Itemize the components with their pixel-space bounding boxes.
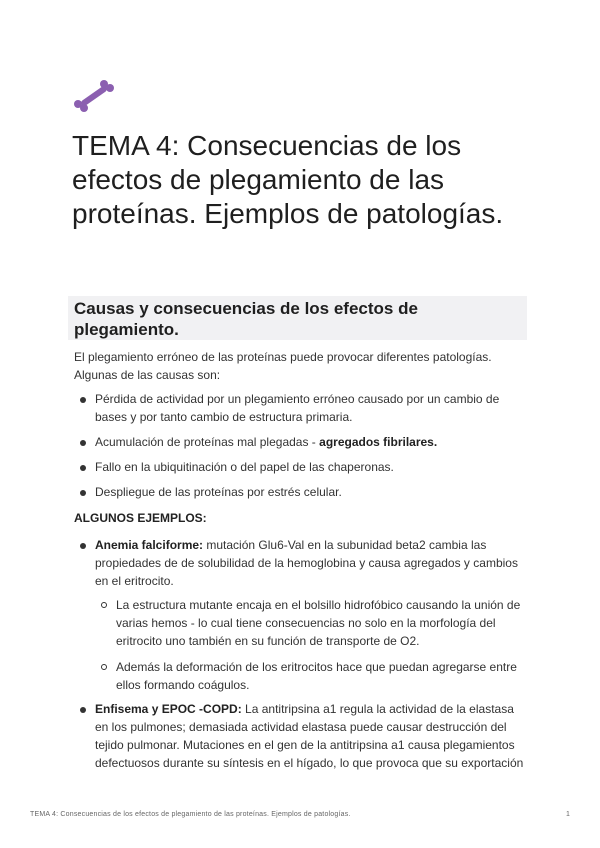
page-footer: TEMA 4: Consecuencias de los efectos de plegamiento de las proteínas. Ejemplos de patologías.	[30, 811, 351, 818]
bullet-dot	[80, 440, 86, 446]
bullet-dot	[80, 397, 86, 403]
example-item: Enfisema y EPOC -COPD: La antitripsina a1 regula la actividad de la elastasa en los pulmones; demasiada actividad elastasa puede causar destrucción del tejido pulmonar. Mutaciones en el gen de la antitripsina a1 causa plegamientos defectuosos durante su síntesis en el hígado, lo que provoca que su exportación	[95, 702, 524, 770]
examples-heading: ALGUNOS EJEMPLOS:	[74, 511, 207, 525]
bullet-dot	[80, 543, 86, 549]
intro-paragraph: El plegamiento erróneo de las proteínas puede provocar diferentes patologías. Algunas de las causas son:	[74, 350, 492, 382]
cause-item: Acumulación de proteínas mal plegadas - agregados fibrilares.	[95, 435, 438, 449]
example-sub-item: Además la deformación de los eritrocitos hace que puedan agregarse entre ellos formando coágulos.	[116, 660, 517, 692]
bullet-dot	[80, 465, 86, 471]
section-title: Causas y consecuencias de los efectos de plegamiento.	[74, 299, 418, 339]
example-item: Anemia falciforme: mutación Glu6-Val en la subunidad beta2 cambia las propiedades de de solubilidad de la hemoglobina y causa agregados y cambios en el eritrocito.	[95, 538, 518, 588]
cause-item: Pérdida de actividad por un plegamiento erróneo causado por un cambio de bases y por tanto cambio de estructura primaria.	[95, 392, 500, 424]
sub-bullet-circle	[101, 664, 107, 670]
bullet-dot	[80, 707, 86, 713]
document-title: TEMA 4: Consecuencias de los efectos de plegamiento de las proteínas. Ejemplos de patologías.	[72, 130, 504, 229]
page-number: 1	[566, 811, 570, 818]
cause-item: Fallo en la ubiquitinación o del papel de las chaperonas.	[95, 460, 394, 474]
cause-item: Despliegue de las proteínas por estrés celular.	[95, 485, 342, 499]
bullet-dot	[80, 490, 86, 496]
example-sub-item: La estructura mutante encaja en el bolsillo hidrofóbico causando la unión de varias hemos - lo cual tiene consecuencias no solo en la morfología del eritrocito uno también en su función de transporte de O2.	[116, 598, 521, 648]
sub-bullet-circle	[101, 602, 107, 608]
bone-icon	[73, 80, 115, 112]
